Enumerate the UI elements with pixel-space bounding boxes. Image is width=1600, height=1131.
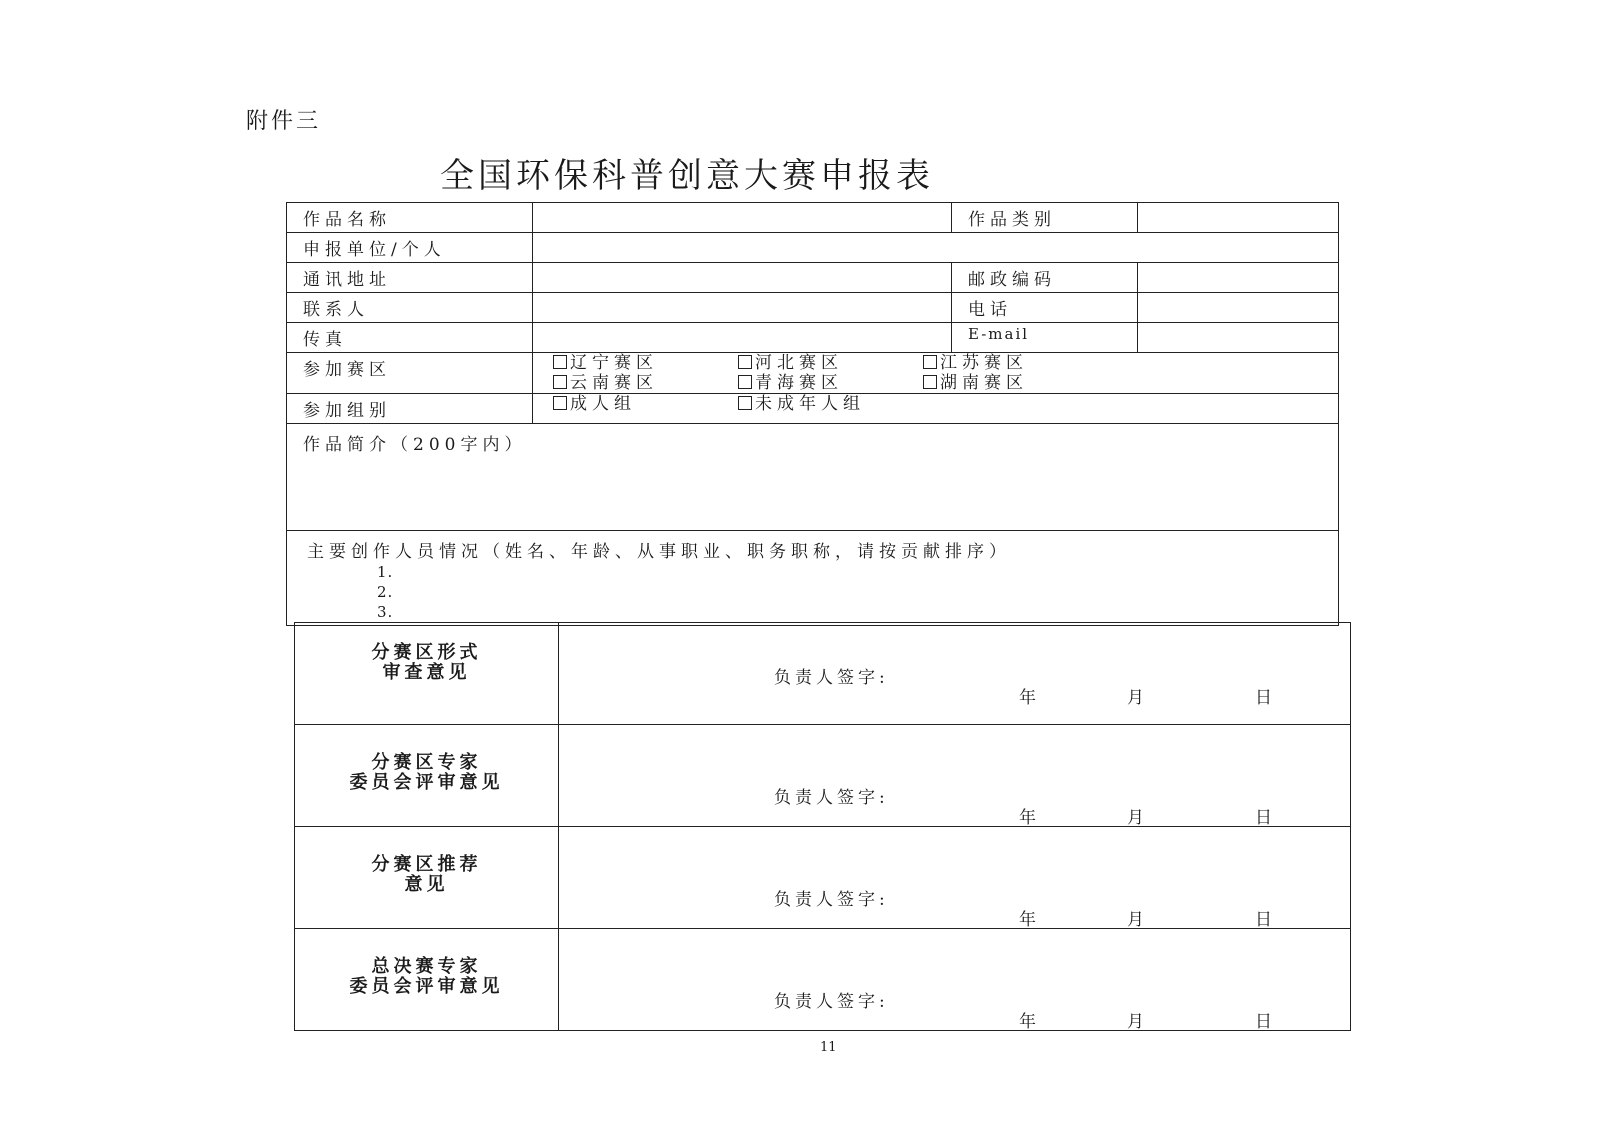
staff-number: 3. [377, 603, 394, 621]
work-name-field[interactable] [533, 203, 952, 233]
application-form-table [286, 202, 1339, 626]
year-label: 年 [1019, 910, 1036, 930]
date-line [1019, 905, 1272, 930]
review-label-line: 意见 [404, 874, 449, 895]
review-opinion-area[interactable] [559, 725, 1351, 827]
review-row-label [295, 725, 559, 827]
review-label-line: 总决赛专家 [371, 956, 482, 977]
region-option-label: 辽宁赛区 [570, 353, 658, 373]
phone-label-text: 电话 [968, 300, 1012, 320]
phone-field[interactable] [1138, 293, 1339, 323]
month-label: 月 [1127, 1012, 1144, 1032]
signature-label: 负责人签字: [774, 890, 889, 910]
applicant-field[interactable] [533, 233, 1339, 263]
contact-field[interactable] [533, 293, 952, 323]
review-label-line: 分赛区推荐 [371, 854, 482, 875]
checkbox-icon[interactable] [553, 375, 567, 389]
region-option-label: 湖南赛区 [940, 373, 1028, 393]
staff-number: 2. [377, 583, 394, 601]
review-row-label [295, 929, 559, 1031]
region-option[interactable] [738, 373, 923, 393]
fax-field[interactable] [533, 323, 952, 353]
work-name-label: 作品名称 [287, 203, 533, 233]
group-option-label: 未成年人组 [755, 394, 865, 414]
contact-label [287, 293, 533, 323]
group-option[interactable] [553, 394, 738, 414]
region-option-label: 河北赛区 [755, 353, 843, 373]
day-label: 日 [1255, 910, 1272, 930]
attachment-label: 附件三 [246, 109, 322, 134]
day-label: 日 [1255, 1012, 1272, 1032]
group-option[interactable] [738, 394, 923, 414]
postcode-field[interactable] [1138, 263, 1339, 293]
signature-label: 负责人签字: [774, 788, 889, 808]
review-row-label [295, 827, 559, 929]
review-label-line: 委员会评审意见 [349, 976, 504, 997]
email-field[interactable] [1138, 323, 1339, 353]
region-option[interactable] [923, 373, 1108, 393]
group-label: 参加组别 [287, 394, 533, 424]
staff-section[interactable] [287, 531, 1339, 626]
page-number: 11 [820, 1040, 837, 1055]
staff-number: 1. [377, 563, 394, 581]
year-label: 年 [1019, 688, 1036, 708]
day-label: 日 [1255, 808, 1272, 828]
review-label-line: 分赛区形式 [371, 642, 482, 663]
month-label: 月 [1127, 910, 1144, 930]
date-line [1019, 1007, 1272, 1032]
region-option[interactable] [553, 373, 738, 393]
month-label: 月 [1127, 808, 1144, 828]
review-label-line: 分赛区专家 [371, 752, 482, 773]
checkbox-icon[interactable] [738, 396, 752, 410]
email-label: E-mail [952, 323, 1138, 353]
contact-label-text: 联系人 [303, 300, 369, 320]
checkbox-icon[interactable] [738, 375, 752, 389]
region-option[interactable] [738, 353, 923, 373]
review-opinion-area[interactable] [559, 827, 1351, 929]
address-label: 通讯地址 [287, 263, 533, 293]
group-options [533, 394, 1339, 424]
intro-section[interactable] [287, 424, 1339, 531]
review-opinion-area[interactable] [559, 929, 1351, 1031]
year-label: 年 [1019, 808, 1036, 828]
checkbox-icon[interactable] [553, 396, 567, 410]
day-label: 日 [1255, 688, 1272, 708]
region-option-label: 云南赛区 [570, 373, 658, 393]
signature-label: 负责人签字: [774, 992, 889, 1012]
fax-label [287, 323, 533, 353]
postcode-label: 邮政编码 [952, 263, 1138, 293]
review-label-line: 审查意见 [382, 662, 471, 683]
checkbox-icon[interactable] [553, 355, 567, 369]
region-options [533, 353, 1339, 394]
year-label: 年 [1019, 1012, 1036, 1032]
address-field[interactable] [533, 263, 952, 293]
region-label: 参加赛区 [287, 353, 533, 394]
region-option[interactable] [923, 353, 1108, 373]
intro-label: 作品简介（200字内） [303, 435, 527, 455]
form-title: 全国环保科普创意大赛申报表 [440, 156, 934, 196]
checkbox-icon[interactable] [923, 355, 937, 369]
phone-label [952, 293, 1138, 323]
review-table [294, 622, 1351, 1031]
category-label: 作品类别 [952, 203, 1138, 233]
review-row-label [295, 623, 559, 725]
review-opinion-area[interactable] [559, 623, 1351, 725]
checkbox-icon[interactable] [923, 375, 937, 389]
checkbox-icon[interactable] [738, 355, 752, 369]
staff-label: 主要创作人员情况（姓名、年龄、从事职业、职务职称，请按贡献排序） [307, 542, 1011, 562]
date-line [1019, 803, 1272, 828]
month-label: 月 [1127, 688, 1144, 708]
fax-label-text: 传真 [303, 330, 347, 350]
region-option[interactable] [553, 353, 738, 373]
date-line [1019, 683, 1272, 708]
region-option-label: 青海赛区 [755, 373, 843, 393]
category-field[interactable] [1138, 203, 1339, 233]
review-label-line: 委员会评审意见 [349, 772, 504, 793]
signature-label: 负责人签字: [774, 668, 889, 688]
applicant-label: 申报单位/个人 [287, 233, 533, 263]
group-option-label: 成人组 [570, 394, 636, 414]
region-option-label: 江苏赛区 [940, 353, 1028, 373]
